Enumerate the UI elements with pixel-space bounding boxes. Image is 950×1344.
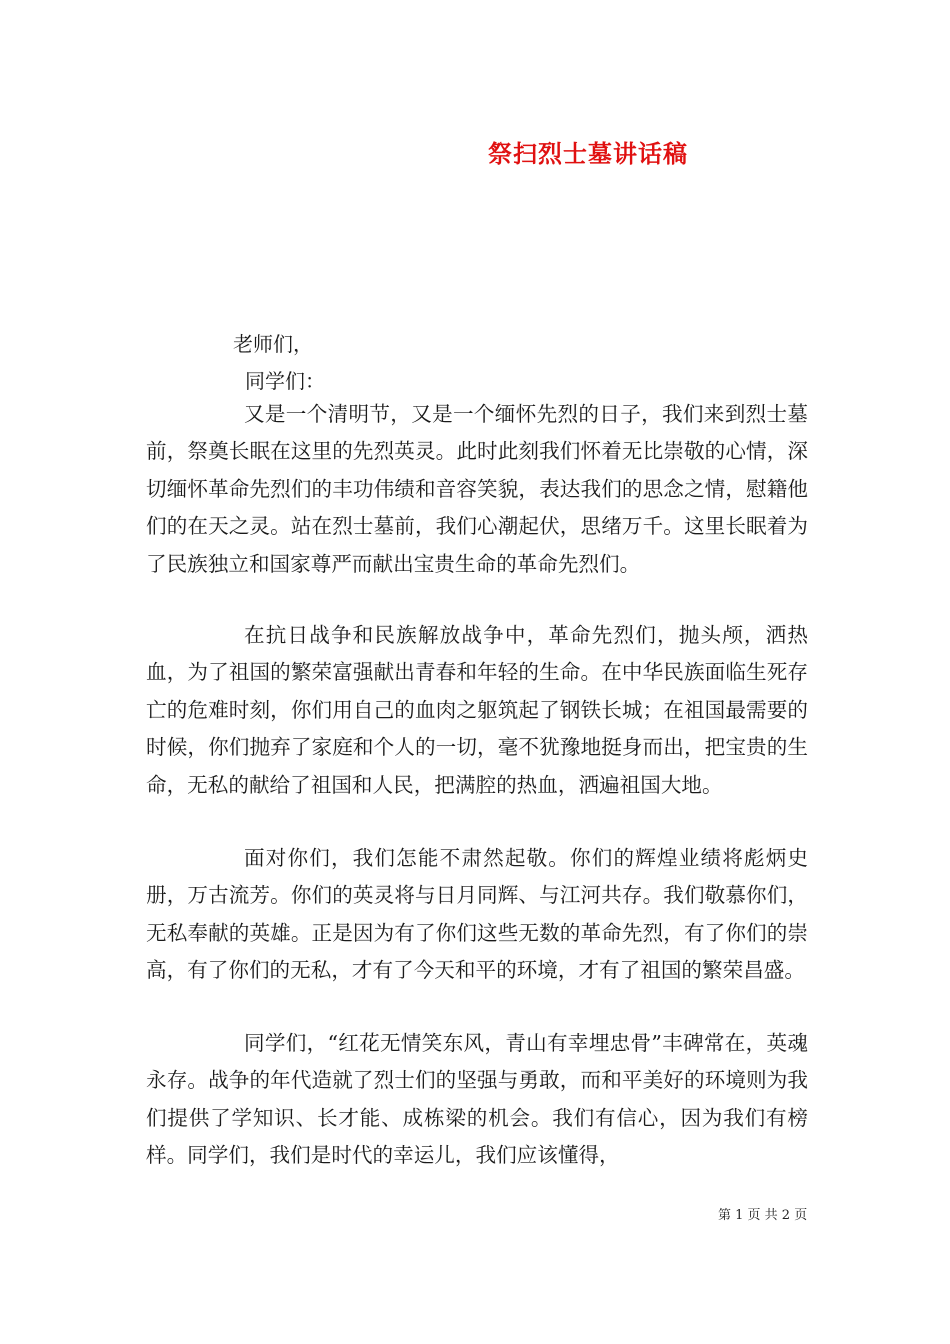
document-title: 祭扫烈士墓讲话稿 [488,139,688,168]
paragraph: 又是一个清明节，又是一个缅怀先烈的日子，我们来到烈士墓前，祭奠长眠在这里的先烈英灵。此时此刻我们怀着无比崇敬的心情，深切缅怀革命先烈们的丰功伟绩和音容笑貌，表达我们的思念之情，慰籍他们的在天之灵。站在烈士墓前，我们心潮起伏，思绪万千。这里长眠着为了民族独立和国家尊严而献出宝贵生命的革命先烈们。 [146,402,808,576]
page-number-footer: 第 1 页 共 2 页 [718,1208,808,1223]
salutation-teachers: 老师们， [233,332,313,356]
paragraph-2-block [146,617,808,804]
paragraph-4-block [146,1025,808,1175]
paragraph: 同学们，“红花无情笑东风，青山有幸埋忠骨”丰碑常在，英魂永存。战争的年代造就了烈士们的坚强与勇敢，而和平美好的环境则为我们提供了学知识、长才能、成栋梁的机会。我们有信心，因为我们有榜样。同学们，我们是时代的幸运儿，我们应该懂得， [146,1031,808,1168]
paragraph: 面对你们，我们怎能不肃然起敬。你们的辉煌业绩将彪炳史册，万古流芳。你们的英灵将与日月同辉、与江河共存。我们敬慕你们，无私奉献的英雄。正是因为有了你们这些无数的革命先烈，有了你们的崇高，有了你们的无私，才有了今天和平的环境，才有了祖国的繁荣昌盛。 [146,846,808,983]
paragraph-3-block [146,840,808,990]
paragraph: 在抗日战争和民族解放战争中，革命先烈们，抛头颅，洒热血，为了祖国的繁荣富强献出青春和年轻的生命。在中华民族面临生死存亡的危难时刻，你们用自己的血肉之躯筑起了钢铁长城；在祖国最需要的时候，你们抛弃了家庭和个人的一切，毫不犹豫地挺身而出，把宝贵的生命，无私的献给了祖国和人民，把满腔的热血，洒遍祖国大地。 [146,623,808,797]
paragraph-1-block [146,396,808,583]
salutation-students: 同学们： [245,369,325,393]
